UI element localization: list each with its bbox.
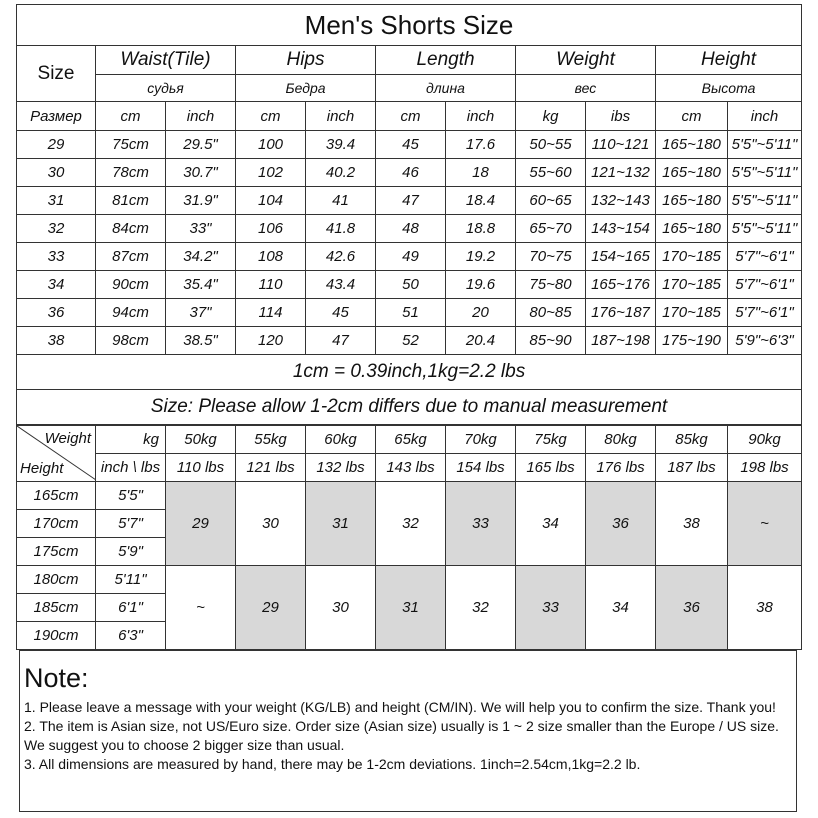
measure-cell: 78cm	[96, 159, 166, 187]
size-row	[17, 215, 802, 243]
measure-cell: 17.6	[446, 131, 516, 159]
height-inch: 5'7"	[96, 510, 166, 538]
measure-cell: 20.4	[446, 327, 516, 355]
measure-cell: 90cm	[96, 271, 166, 299]
hips-header-ru: Бедра	[236, 75, 376, 102]
measure-cell: 30.7"	[166, 159, 236, 187]
size-row	[17, 159, 802, 187]
measure-cell: 33"	[166, 215, 236, 243]
measure-cell: 87cm	[96, 243, 166, 271]
size-cell: 36	[17, 299, 96, 327]
matrix-size-cell: 32	[376, 482, 446, 566]
measure-cell: 34.2"	[166, 243, 236, 271]
measure-cell: 165~180	[656, 131, 728, 159]
measure-cell: 35.4"	[166, 271, 236, 299]
waist-header: Waist(Tile)	[96, 46, 236, 75]
measure-cell: 5'7"~6'1"	[728, 271, 802, 299]
weight-lbs: 132 lbs	[306, 454, 376, 482]
measure-cell: 154~165	[586, 243, 656, 271]
weight-lbs: 187 lbs	[656, 454, 728, 482]
measure-cell: 81cm	[96, 187, 166, 215]
size-cell: 34	[17, 271, 96, 299]
matrix-row	[17, 482, 802, 510]
note-box	[19, 650, 797, 812]
matrix-corner	[17, 426, 96, 482]
length-header-ru: длина	[376, 75, 516, 102]
size-cell: 33	[17, 243, 96, 271]
measure-cell: 165~180	[656, 159, 728, 187]
matrix-size-cell: 38	[656, 482, 728, 566]
measure-cell: 31.9"	[166, 187, 236, 215]
inch-lbs-label: inch \ lbs	[96, 454, 166, 482]
note-line: 1. Please leave a message with your weight (KG/LB) and height (CM/IN). We will help you to confirm the size. Thank you!	[24, 699, 776, 715]
weight-kg: 50kg	[166, 426, 236, 454]
size-table	[16, 4, 802, 425]
note-line: 2. The item is Asian size, not US/Euro size. Order size (Asian size) usually is 1 ~ 2 size smaller than the Europe / US size.	[24, 718, 779, 734]
size-chart	[16, 4, 801, 650]
measure-cell: 170~185	[656, 243, 728, 271]
measure-cell: 41.8	[306, 215, 376, 243]
measure-cell: 51	[376, 299, 446, 327]
unit-cell: inch	[728, 102, 802, 131]
height-cm: 170cm	[17, 510, 96, 538]
measure-cell: 41	[306, 187, 376, 215]
measure-cell: 114	[236, 299, 306, 327]
matrix-row	[17, 566, 802, 594]
allowance-note: Size: Please allow 1-2cm differs due to manual measurement	[17, 390, 802, 425]
measure-cell: 165~176	[586, 271, 656, 299]
size-cell: 32	[17, 215, 96, 243]
weight-header-ru: вес	[516, 75, 656, 102]
measure-cell: 50~55	[516, 131, 586, 159]
measure-cell: 47	[376, 187, 446, 215]
measure-cell: 40.2	[306, 159, 376, 187]
height-inch: 5'11"	[96, 566, 166, 594]
measure-cell: 5'5"~5'11"	[728, 159, 802, 187]
measure-cell: 94cm	[96, 299, 166, 327]
size-row	[17, 271, 802, 299]
height-cm: 185cm	[17, 594, 96, 622]
weight-kg: 85kg	[656, 426, 728, 454]
height-inch: 6'1"	[96, 594, 166, 622]
weight-height-matrix	[16, 425, 802, 650]
weight-lbs: 121 lbs	[236, 454, 306, 482]
matrix-size-cell: 36	[656, 566, 728, 650]
note-title: Note:	[24, 663, 89, 693]
unit-cell: inch	[306, 102, 376, 131]
weight-kg: 60kg	[306, 426, 376, 454]
measure-cell: 80~85	[516, 299, 586, 327]
chart-title: Men's Shorts Size	[17, 5, 802, 46]
conversion-note: 1cm = 0.39inch,1kg=2.2 lbs	[17, 355, 802, 390]
weight-kg: 80kg	[586, 426, 656, 454]
measure-cell: 55~60	[516, 159, 586, 187]
measure-cell: 75cm	[96, 131, 166, 159]
height-cm: 165cm	[17, 482, 96, 510]
matrix-size-cell: 29	[236, 566, 306, 650]
measure-cell: 110	[236, 271, 306, 299]
unit-cell: kg	[516, 102, 586, 131]
measure-cell: 110~121	[586, 131, 656, 159]
measure-cell: 170~185	[656, 299, 728, 327]
weight-lbs: 143 lbs	[376, 454, 446, 482]
measure-cell: 104	[236, 187, 306, 215]
measure-cell: 108	[236, 243, 306, 271]
weight-kg: 55kg	[236, 426, 306, 454]
measure-cell: 85~90	[516, 327, 586, 355]
weight-kg: 65kg	[376, 426, 446, 454]
weight-kg: 75kg	[516, 426, 586, 454]
height-inch: 5'5"	[96, 482, 166, 510]
matrix-size-cell: 31	[306, 482, 376, 566]
measure-cell: 176~187	[586, 299, 656, 327]
weight-lbs: 165 lbs	[516, 454, 586, 482]
measure-cell: 39.4	[306, 131, 376, 159]
measure-cell: 170~185	[656, 271, 728, 299]
weight-lbs: 176 lbs	[586, 454, 656, 482]
measure-cell: 18.8	[446, 215, 516, 243]
note-line: We suggest you to choose 2 bigger size than usual.	[24, 737, 345, 753]
weight-lbs: 110 lbs	[166, 454, 236, 482]
size-cell: 38	[17, 327, 96, 355]
height-header-ru: Высота	[656, 75, 802, 102]
measure-cell: 47	[306, 327, 376, 355]
height-axis-label: Height	[20, 460, 64, 477]
measure-cell: 165~180	[656, 187, 728, 215]
measure-cell: 45	[306, 299, 376, 327]
measure-cell: 100	[236, 131, 306, 159]
height-cm: 180cm	[17, 566, 96, 594]
height-inch: 5'9"	[96, 538, 166, 566]
weight-kg: 70kg	[446, 426, 516, 454]
waist-header-ru: судья	[96, 75, 236, 102]
measure-cell: 165~180	[656, 215, 728, 243]
measure-cell: 49	[376, 243, 446, 271]
matrix-size-cell: ~	[728, 482, 802, 566]
measure-cell: 43.4	[306, 271, 376, 299]
measure-cell: 5'9"~6'3"	[728, 327, 802, 355]
size-row	[17, 299, 802, 327]
measure-cell: 18.4	[446, 187, 516, 215]
matrix-size-cell: 34	[586, 566, 656, 650]
height-inch: 6'3"	[96, 622, 166, 650]
matrix-size-cell: 30	[236, 482, 306, 566]
measure-cell: 52	[376, 327, 446, 355]
unit-cell: cm	[376, 102, 446, 131]
measure-cell: 5'7"~6'1"	[728, 243, 802, 271]
size-header: Size	[17, 46, 96, 102]
measure-cell: 120	[236, 327, 306, 355]
height-header: Height	[656, 46, 802, 75]
matrix-size-cell: 31	[376, 566, 446, 650]
measure-cell: 5'7"~6'1"	[728, 299, 802, 327]
measure-cell: 65~70	[516, 215, 586, 243]
measure-cell: 5'5"~5'11"	[728, 215, 802, 243]
measure-cell: 84cm	[96, 215, 166, 243]
measure-cell: 175~190	[656, 327, 728, 355]
matrix-size-cell: 38	[728, 566, 802, 650]
unit-cell: cm	[656, 102, 728, 131]
unit-cell: inch	[446, 102, 516, 131]
matrix-size-cell: 29	[166, 482, 236, 566]
weight-lbs: 154 lbs	[446, 454, 516, 482]
measure-cell: 50	[376, 271, 446, 299]
size-header-ru: Размер	[17, 102, 96, 131]
measure-cell: 121~132	[586, 159, 656, 187]
measure-cell: 60~65	[516, 187, 586, 215]
measure-cell: 5'5"~5'11"	[728, 131, 802, 159]
weight-kg: 90kg	[728, 426, 802, 454]
measure-cell: 143~154	[586, 215, 656, 243]
size-row	[17, 187, 802, 215]
size-row	[17, 131, 802, 159]
height-cm: 175cm	[17, 538, 96, 566]
matrix-size-cell: 34	[516, 482, 586, 566]
size-row	[17, 243, 802, 271]
measure-cell: 5'5"~5'11"	[728, 187, 802, 215]
measure-cell: 102	[236, 159, 306, 187]
measure-cell: 18	[446, 159, 516, 187]
matrix-size-cell: 33	[446, 482, 516, 566]
hips-header: Hips	[236, 46, 376, 75]
weight-lbs: 198 lbs	[728, 454, 802, 482]
size-row	[17, 327, 802, 355]
unit-cell: ibs	[586, 102, 656, 131]
measure-cell: 19.6	[446, 271, 516, 299]
note-line: 3. All dimensions are measured by hand, there may be 1-2cm deviations. 1inch=2.54cm,1kg=2.2 lb.	[24, 756, 641, 772]
matrix-size-cell: 36	[586, 482, 656, 566]
unit-cell: inch	[166, 102, 236, 131]
measure-cell: 70~75	[516, 243, 586, 271]
measure-cell: 38.5"	[166, 327, 236, 355]
unit-cell: cm	[96, 102, 166, 131]
measure-cell: 48	[376, 215, 446, 243]
measure-cell: 19.2	[446, 243, 516, 271]
size-cell: 31	[17, 187, 96, 215]
length-header: Length	[376, 46, 516, 75]
matrix-size-cell: 32	[446, 566, 516, 650]
measure-cell: 29.5"	[166, 131, 236, 159]
measure-cell: 132~143	[586, 187, 656, 215]
unit-cell: cm	[236, 102, 306, 131]
measure-cell: 37"	[166, 299, 236, 327]
measure-cell: 42.6	[306, 243, 376, 271]
measure-cell: 98cm	[96, 327, 166, 355]
measure-cell: 106	[236, 215, 306, 243]
kg-label: kg	[96, 426, 166, 454]
measure-cell: 75~80	[516, 271, 586, 299]
matrix-size-cell: ~	[166, 566, 236, 650]
size-cell: 29	[17, 131, 96, 159]
measure-cell: 187~198	[586, 327, 656, 355]
weight-axis-label: Weight	[44, 430, 91, 447]
measure-cell: 20	[446, 299, 516, 327]
height-cm: 190cm	[17, 622, 96, 650]
matrix-size-cell: 33	[516, 566, 586, 650]
measure-cell: 45	[376, 131, 446, 159]
measure-cell: 46	[376, 159, 446, 187]
weight-header: Weight	[516, 46, 656, 75]
matrix-size-cell: 30	[306, 566, 376, 650]
size-cell: 30	[17, 159, 96, 187]
